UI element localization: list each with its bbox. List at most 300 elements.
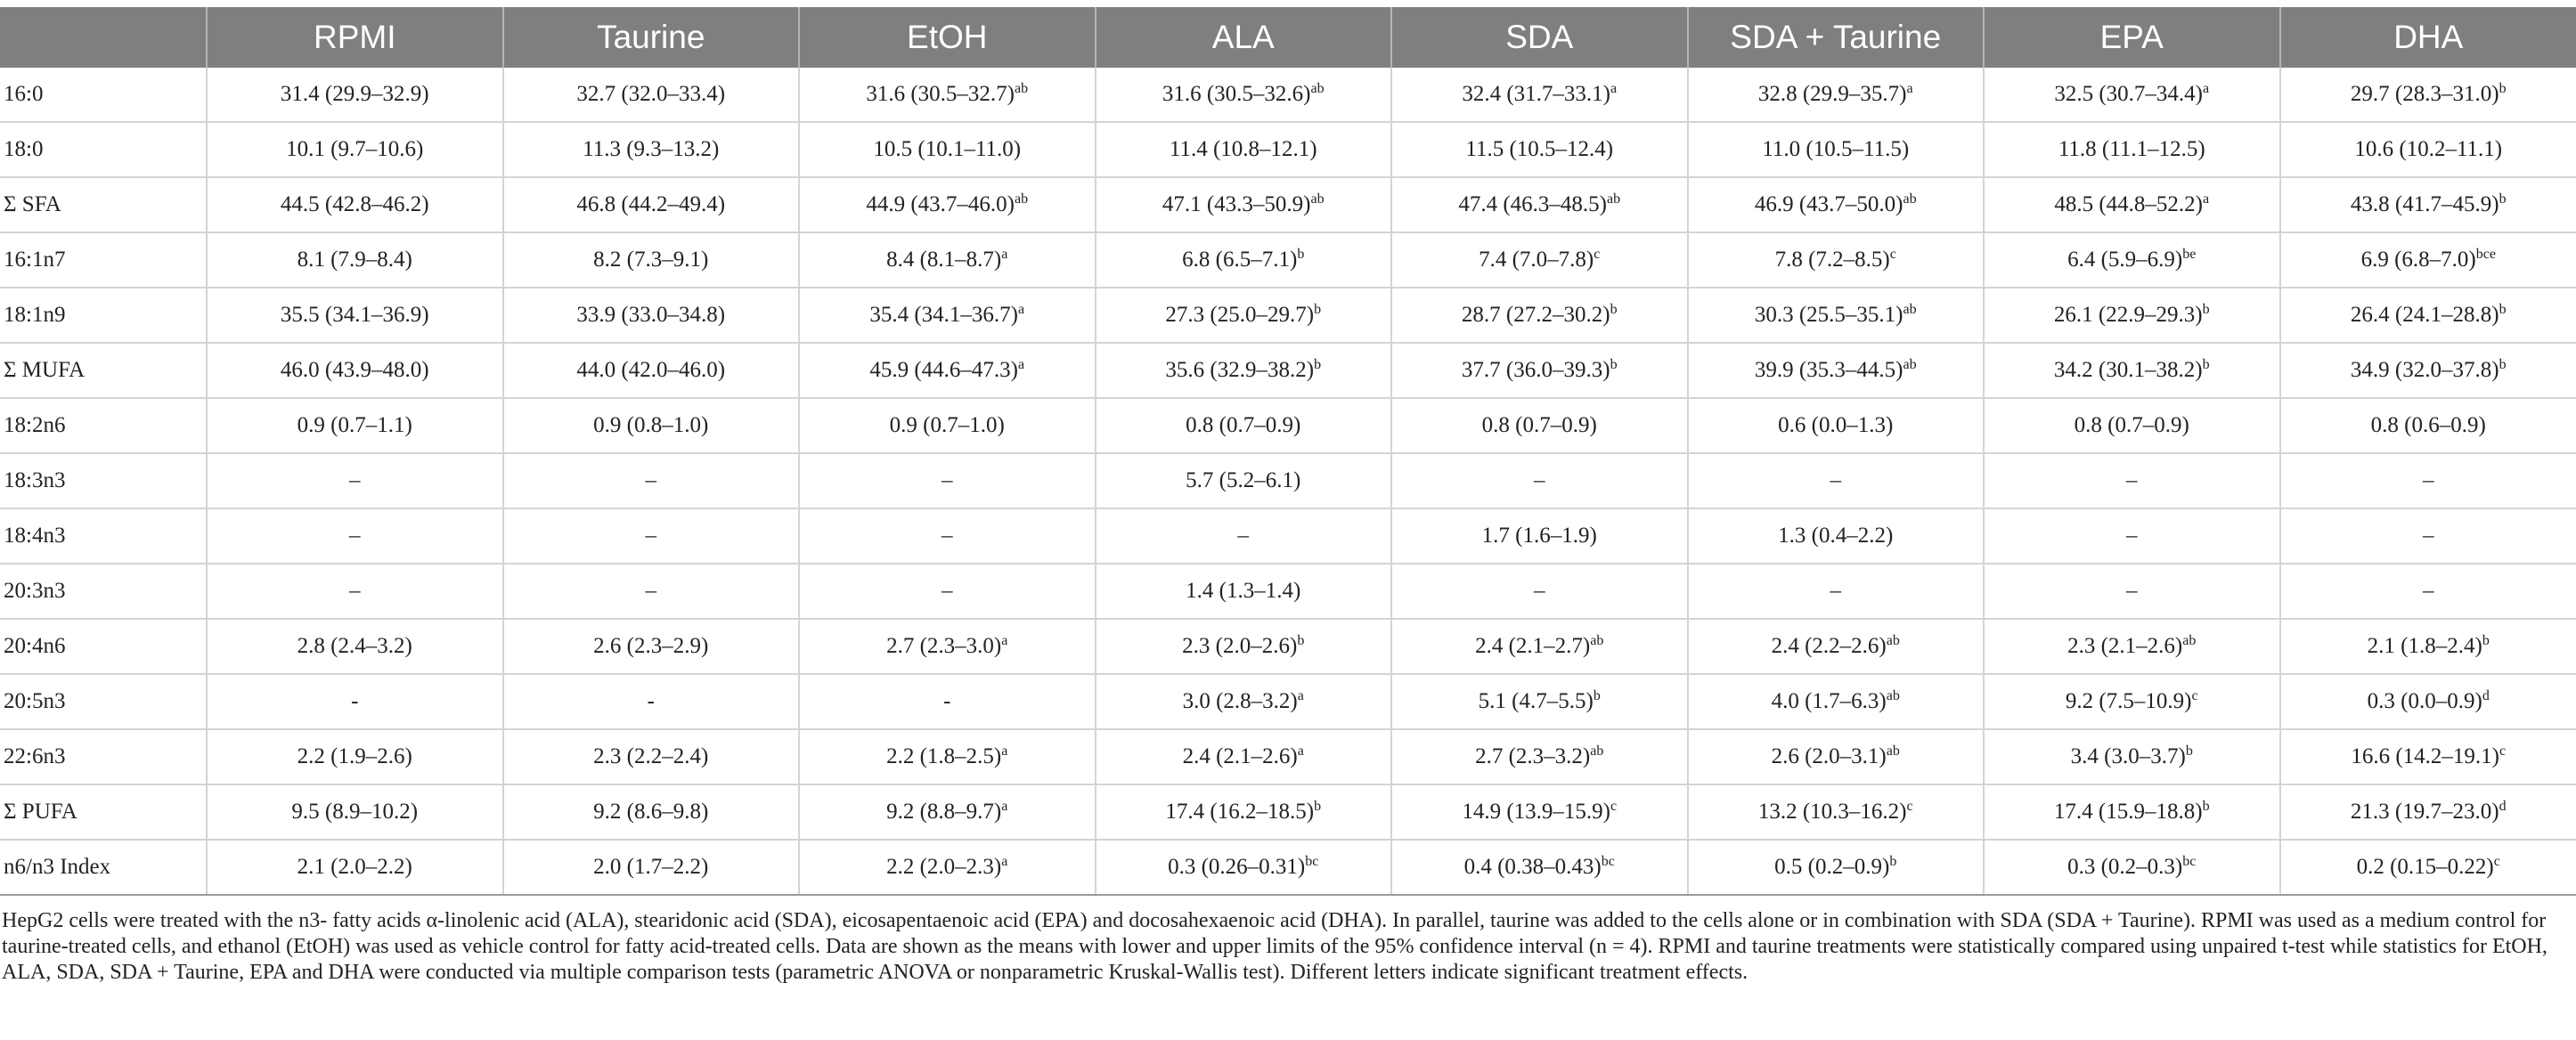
significance-letters: b: [1314, 302, 1322, 317]
cell-value: 9.2 (7.5–10.9): [2065, 689, 2192, 713]
table-cell: [207, 784, 503, 840]
table-cell: [503, 398, 800, 453]
cell-value: 7.4 (7.0–7.8): [1479, 248, 1594, 272]
cell-value: –: [645, 524, 656, 548]
cell-value: –: [2423, 468, 2434, 492]
significance-letters: b: [2202, 357, 2210, 372]
table-cell: [1984, 729, 2280, 784]
row-label: 18:4n3: [0, 508, 207, 564]
row-label: Σ SFA: [0, 177, 207, 232]
table-cell: [1984, 674, 2280, 729]
cell-value: 0.8 (0.7–0.9): [1186, 413, 1301, 437]
table-cell: [1391, 729, 1688, 784]
significance-letters: c: [1906, 799, 1913, 814]
table-cell: [207, 288, 503, 343]
table-cell: [799, 288, 1096, 343]
table-cell: [799, 343, 1096, 398]
significance-letters: d: [2499, 799, 2507, 814]
table-cell: [1096, 508, 1392, 564]
significance-letters: c: [1594, 247, 1601, 262]
table-cell: [1391, 122, 1688, 177]
cell-value: 2.2 (2.0–2.3): [886, 855, 1002, 879]
cell-value: 34.9 (32.0–37.8): [2350, 358, 2499, 382]
cell-value: 2.4 (2.1–2.6): [1182, 744, 1298, 768]
cell-value: 2.0 (1.7–2.2): [593, 855, 709, 879]
table-cell: [1688, 564, 1985, 619]
table-cell: [1096, 398, 1392, 453]
significance-letters: b: [1314, 357, 1322, 372]
cell-value: 0.5 (0.2–0.9): [1774, 855, 1890, 879]
cell-value: –: [645, 468, 656, 492]
table-footnote: HepG2 cells were treated with the n3- fatty acids α-linolenic acid (ALA), stearidonic acid (SDA), eicosapentaenoic acid (EPA) and docosahexaenoic acid (DHA). In parallel, taurine was added to the cells alone or in combination with SDA (SDA + Taurine). RPMI was used as a medium control for taurine-treated cells, and ethanol (EtOH) was used as vehicle control for fatty acid-treated cells. Data are shown as the means with lower and upper limits of the 95% confidence interval (n = 4). RPMI and taurine treatments were statistically compared using unpaired t-test while statistics for EtOH, ALA, SDA, SDA + Taurine, EPA and DHA were conducted via multiple comparison tests (parametric ANOVA or nonparametric Kruskal-Wallis test). Different letters indicate significant treatment effects.: [2, 909, 2547, 984]
significance-letters: a: [1018, 357, 1025, 372]
table-cell: [503, 177, 800, 232]
table-cell: [1688, 840, 1985, 895]
cell-value: 1.4 (1.3–1.4): [1186, 579, 1301, 603]
table-cell: [1688, 784, 1985, 840]
row-label: 16:1n7: [0, 232, 207, 288]
cell-value: –: [2126, 524, 2138, 548]
significance-letters: ab: [1310, 191, 1325, 207]
table-cell: [1096, 619, 1392, 674]
cell-value: 5.1 (4.7–5.5): [1478, 689, 1594, 713]
table-container: [0, 7, 2576, 986]
cell-value: –: [1237, 524, 1249, 548]
significance-letters: ab: [1886, 633, 1900, 648]
cell-value: 0.2 (0.15–0.22): [2356, 855, 2494, 879]
cell-value: -: [943, 689, 951, 713]
table-row: [0, 453, 2576, 508]
table-cell: [2280, 729, 2576, 784]
table-cell: [1096, 343, 1392, 398]
table-cell: [2280, 122, 2576, 177]
table-cell: [1984, 177, 2280, 232]
table-cell: [1096, 564, 1392, 619]
table-cell: [207, 564, 503, 619]
significance-letters: ab: [1310, 81, 1325, 96]
cell-value: 0.9 (0.7–1.1): [297, 413, 412, 437]
table-cell: [503, 288, 800, 343]
table-cell: [1391, 619, 1688, 674]
table-cell: [799, 68, 1096, 122]
table-row: [0, 177, 2576, 232]
cell-value: 3.0 (2.8–3.2): [1182, 689, 1298, 713]
cell-value: 0.4 (0.38–0.43): [1463, 855, 1602, 879]
header-row: [0, 7, 2576, 68]
row-label: 16:0: [0, 68, 207, 122]
significance-letters: a: [2203, 191, 2210, 207]
cell-value: 6.8 (6.5–7.1): [1182, 248, 1298, 272]
table-cell: [1688, 619, 1985, 674]
table-cell: [503, 619, 800, 674]
table-cell: [2280, 674, 2576, 729]
cell-value: –: [942, 524, 953, 548]
cell-value: –: [2423, 579, 2434, 603]
table-cell: [503, 453, 800, 508]
table-body: [0, 68, 2576, 895]
table-cell: [2280, 619, 2576, 674]
row-label: 18:0: [0, 122, 207, 177]
significance-letters: bce: [2475, 247, 2496, 262]
table-row: [0, 68, 2576, 122]
significance-letters: a: [1001, 799, 1008, 814]
table-cell: [503, 508, 800, 564]
table-cell: [1391, 177, 1688, 232]
cell-value: –: [942, 579, 953, 603]
table-cell: [2280, 840, 2576, 895]
table-cell: [1391, 343, 1688, 398]
table-row: [0, 729, 2576, 784]
table-cell: [503, 68, 800, 122]
significance-letters: b: [1314, 799, 1322, 814]
table-cell: [2280, 68, 2576, 122]
significance-letters: b: [2499, 302, 2507, 317]
header-cell: DHA: [2280, 7, 2576, 68]
cell-value: –: [645, 579, 656, 603]
table-cell: [1688, 68, 1985, 122]
table-cell: [1391, 288, 1688, 343]
row-label: 20:4n6: [0, 619, 207, 674]
cell-value: 47.1 (43.3–50.9): [1162, 192, 1311, 216]
cell-value: 44.0 (42.0–46.0): [576, 358, 726, 382]
table-cell: [207, 840, 503, 895]
cell-value: 2.6 (2.0–3.1): [1771, 744, 1887, 768]
table-cell: [1391, 784, 1688, 840]
cell-value: 33.9 (33.0–34.8): [576, 303, 726, 327]
significance-letters: bc: [2182, 854, 2197, 869]
table-cell: [1688, 398, 1985, 453]
significance-letters: a: [2203, 81, 2210, 96]
significance-letters: bc: [1305, 854, 1319, 869]
cell-value: 0.9 (0.7–1.0): [889, 413, 1005, 437]
header-cell: SDA: [1391, 7, 1688, 68]
cell-value: 2.8 (2.4–3.2): [297, 634, 412, 658]
table-cell: [1096, 288, 1392, 343]
significance-letters: a: [1001, 633, 1008, 648]
cell-value: 32.7 (32.0–33.4): [576, 82, 726, 106]
table-cell: [503, 674, 800, 729]
cell-value: –: [1830, 468, 1841, 492]
table-cell: [503, 840, 800, 895]
cell-value: -: [351, 689, 359, 713]
row-label: n6/n3 Index: [0, 840, 207, 895]
table-cell: [1096, 177, 1392, 232]
table-cell: [2280, 343, 2576, 398]
cell-value: 28.7 (27.2–30.2): [1461, 303, 1610, 327]
cell-value: 39.9 (35.3–44.5): [1754, 358, 1903, 382]
cell-value: 2.3 (2.2–2.4): [593, 744, 709, 768]
table-cell: [799, 564, 1096, 619]
header-cell: SDA + Taurine: [1688, 7, 1985, 68]
table-cell: [1984, 784, 2280, 840]
table-cell: [207, 729, 503, 784]
table-cell: [799, 840, 1096, 895]
cell-value: 43.8 (41.7–45.9): [2350, 192, 2499, 216]
table-cell: [2280, 232, 2576, 288]
table-header: [0, 7, 2576, 68]
significance-letters: b: [1593, 688, 1601, 703]
cell-value: 11.0 (10.5–11.5): [1762, 137, 1910, 161]
table-cell: [1984, 122, 2280, 177]
row-label: 18:2n6: [0, 398, 207, 453]
significance-letters: a: [1001, 247, 1008, 262]
significance-letters: c: [2499, 743, 2507, 759]
table-cell: [799, 177, 1096, 232]
significance-letters: b: [2185, 743, 2193, 759]
table-cell: [1096, 122, 1392, 177]
table-cell: [2280, 288, 2576, 343]
fatty-acid-table: [0, 7, 2576, 896]
cell-value: 32.8 (29.9–35.7): [1757, 82, 1907, 106]
cell-value: 44.9 (43.7–46.0): [866, 192, 1015, 216]
cell-value: 27.3 (25.0–29.7): [1165, 303, 1315, 327]
table-row: [0, 674, 2576, 729]
cell-value: 0.8 (0.7–0.9): [2074, 413, 2189, 437]
significance-letters: b: [2499, 81, 2507, 96]
table-cell: [1096, 453, 1392, 508]
significance-letters: a: [1018, 302, 1025, 317]
cell-value: 35.6 (32.9–38.2): [1165, 358, 1315, 382]
significance-letters: c: [1889, 247, 1896, 262]
cell-value: 11.5 (10.5–12.4): [1465, 137, 1614, 161]
table-cell: [1688, 343, 1985, 398]
table-cell: [1688, 288, 1985, 343]
table-cell: [207, 343, 503, 398]
cell-value: 17.4 (16.2–18.5): [1165, 800, 1315, 824]
cell-value: 26.4 (24.1–28.8): [2350, 303, 2499, 327]
table-cell: [1096, 784, 1392, 840]
cell-value: 31.6 (30.5–32.6): [1162, 82, 1311, 106]
cell-value: 10.1 (9.7–10.6): [286, 137, 424, 161]
table-cell: [799, 619, 1096, 674]
cell-value: –: [2126, 468, 2138, 492]
table-cell: [503, 343, 800, 398]
significance-letters: ab: [1015, 191, 1029, 207]
cell-value: –: [942, 468, 953, 492]
significance-letters: b: [1297, 633, 1305, 648]
cell-value: 2.4 (2.2–2.6): [1771, 634, 1887, 658]
cell-value: 0.6 (0.0–1.3): [1778, 413, 1894, 437]
cell-value: 0.3 (0.0–0.9): [2367, 689, 2482, 713]
table-cell: [503, 232, 800, 288]
table-row: [0, 784, 2576, 840]
cell-value: –: [1534, 468, 1545, 492]
cell-value: 46.0 (43.9–48.0): [280, 358, 429, 382]
table-cell: [503, 784, 800, 840]
cell-value: 13.2 (10.3–16.2): [1757, 800, 1907, 824]
row-label: 22:6n3: [0, 729, 207, 784]
table-cell: [1984, 343, 2280, 398]
header-cell: RPMI: [207, 7, 503, 68]
cell-value: 8.1 (7.9–8.4): [297, 248, 412, 272]
cell-value: 2.7 (2.3–3.0): [886, 634, 1002, 658]
significance-letters: c: [2191, 688, 2198, 703]
cell-value: 7.8 (7.2–8.5): [1774, 248, 1890, 272]
significance-letters: c: [2493, 854, 2500, 869]
significance-letters: ab: [1015, 81, 1029, 96]
table-cell: [1984, 564, 2280, 619]
cell-value: 5.7 (5.2–6.1): [1186, 468, 1301, 492]
significance-letters: b: [2202, 302, 2210, 317]
cell-value: –: [2423, 524, 2434, 548]
cell-value: 9.5 (8.9–10.2): [291, 800, 419, 824]
row-label: 18:1n9: [0, 288, 207, 343]
significance-letters: a: [1001, 743, 1008, 759]
cell-value: 0.8 (0.7–0.9): [1481, 413, 1597, 437]
row-label: Σ PUFA: [0, 784, 207, 840]
significance-letters: b: [2499, 357, 2507, 372]
cell-value: 46.8 (44.2–49.4): [576, 192, 726, 216]
cell-value: 9.2 (8.8–9.7): [886, 800, 1002, 824]
significance-letters: b: [1610, 357, 1618, 372]
cell-value: 4.0 (1.7–6.3): [1771, 689, 1887, 713]
table-cell: [1984, 232, 2280, 288]
row-label: 18:3n3: [0, 453, 207, 508]
significance-letters: ab: [1607, 191, 1621, 207]
cell-value: –: [349, 524, 361, 548]
significance-letters: b: [2202, 799, 2210, 814]
table-row: [0, 619, 2576, 674]
cell-value: 21.3 (19.7–23.0): [2350, 800, 2499, 824]
cell-value: 32.5 (30.7–34.4): [2054, 82, 2204, 106]
cell-value: –: [349, 468, 361, 492]
significance-letters: b: [2482, 633, 2490, 648]
table-cell: [2280, 564, 2576, 619]
cell-value: 0.9 (0.8–1.0): [593, 413, 709, 437]
cell-value: 10.5 (10.1–11.0): [873, 137, 1022, 161]
table-row: [0, 343, 2576, 398]
table-cell: [1688, 508, 1985, 564]
cell-value: 2.2 (1.9–2.6): [297, 744, 412, 768]
table-cell: [2280, 508, 2576, 564]
table-cell: [1096, 729, 1392, 784]
table-cell: [1984, 398, 2280, 453]
header-cell: EtOH: [799, 7, 1096, 68]
cell-value: 11.8 (11.1–12.5): [2058, 137, 2205, 161]
cell-value: 34.2 (30.1–38.2): [2053, 358, 2203, 382]
table-cell: [1984, 68, 2280, 122]
table-cell: [799, 784, 1096, 840]
cell-value: 29.7 (28.3–31.0): [2350, 82, 2499, 106]
table-row: [0, 840, 2576, 895]
table-cell: [1391, 453, 1688, 508]
table-cell: [799, 232, 1096, 288]
table-cell: [207, 508, 503, 564]
cell-value: 2.1 (2.0–2.2): [297, 855, 412, 879]
table-cell: [1391, 564, 1688, 619]
table-cell: [207, 177, 503, 232]
significance-letters: ab: [1903, 191, 1917, 207]
table-cell: [207, 619, 503, 674]
significance-letters: be: [2182, 247, 2197, 262]
cell-value: 14.9 (13.9–15.9): [1462, 800, 1611, 824]
cell-value: -: [647, 689, 655, 713]
table-cell: [1688, 232, 1985, 288]
table-cell: [799, 398, 1096, 453]
table-cell: [1984, 453, 2280, 508]
table-cell: [207, 68, 503, 122]
table-row: [0, 398, 2576, 453]
table-cell: [207, 674, 503, 729]
cell-value: –: [2126, 579, 2138, 603]
cell-value: 32.4 (31.7–33.1): [1462, 82, 1611, 106]
cell-value: 2.7 (2.3–3.2): [1475, 744, 1591, 768]
significance-letters: c: [1610, 799, 1618, 814]
cell-value: 44.5 (42.8–46.2): [280, 192, 429, 216]
cell-value: 16.6 (14.2–19.1): [2351, 744, 2500, 768]
row-label: Σ MUFA: [0, 343, 207, 398]
cell-value: –: [1830, 579, 1841, 603]
significance-letters: b: [1610, 302, 1618, 317]
table-cell: [207, 232, 503, 288]
cell-value: 2.3 (2.1–2.6): [2067, 634, 2183, 658]
cell-value: 6.4 (5.9–6.9): [2067, 248, 2183, 272]
cell-value: 0.3 (0.26–0.31): [1168, 855, 1306, 879]
cell-value: 46.9 (43.7–50.0): [1754, 192, 1903, 216]
cell-value: 9.2 (8.6–9.8): [593, 800, 709, 824]
table-cell: [1096, 68, 1392, 122]
table-row: [0, 564, 2576, 619]
cell-value: 48.5 (44.8–52.2): [2054, 192, 2204, 216]
significance-letters: ab: [1903, 357, 1917, 372]
table-cell: [1688, 729, 1985, 784]
cell-value: 2.4 (2.1–2.7): [1475, 634, 1591, 658]
table-cell: [1391, 232, 1688, 288]
cell-value: 31.6 (30.5–32.7): [866, 82, 1015, 106]
table-row: [0, 122, 2576, 177]
significance-letters: ab: [1886, 743, 1900, 759]
table-cell: [1984, 508, 2280, 564]
table-cell: [1096, 674, 1392, 729]
significance-letters: a: [1610, 81, 1618, 96]
cell-value: 35.4 (34.1–36.7): [869, 303, 1019, 327]
table-cell: [207, 453, 503, 508]
cell-value: 6.9 (6.8–7.0): [2360, 248, 2476, 272]
header-cell: Taurine: [503, 7, 800, 68]
cell-value: –: [1534, 579, 1545, 603]
table-cell: [1096, 840, 1392, 895]
cell-value: 0.3 (0.2–0.3): [2067, 855, 2183, 879]
cell-value: 2.6 (2.3–2.9): [593, 634, 709, 658]
significance-letters: b: [1889, 854, 1897, 869]
table-cell: [1391, 840, 1688, 895]
significance-letters: ab: [1903, 302, 1917, 317]
significance-letters: a: [1297, 743, 1304, 759]
significance-letters: bc: [1601, 854, 1615, 869]
significance-letters: d: [2482, 688, 2490, 703]
cell-value: 3.4 (3.0–3.7): [2070, 744, 2186, 768]
significance-letters: a: [1906, 81, 1913, 96]
table-cell: [207, 122, 503, 177]
significance-letters: ab: [1590, 743, 1604, 759]
table-cell: [1688, 122, 1985, 177]
table-cell: [2280, 784, 2576, 840]
table-cell: [503, 122, 800, 177]
row-label: 20:3n3: [0, 564, 207, 619]
cell-value: –: [349, 579, 361, 603]
cell-value: 2.2 (1.8–2.5): [886, 744, 1002, 768]
row-label: 20:5n3: [0, 674, 207, 729]
table-cell: [1984, 619, 2280, 674]
table-cell: [1688, 453, 1985, 508]
table-cell: [1688, 674, 1985, 729]
header-cell: EPA: [1984, 7, 2280, 68]
cell-value: 30.3 (25.5–35.1): [1754, 303, 1903, 327]
table-cell: [1391, 508, 1688, 564]
cell-value: 2.3 (2.0–2.6): [1182, 634, 1298, 658]
significance-letters: b: [1297, 247, 1305, 262]
table-cell: [799, 729, 1096, 784]
